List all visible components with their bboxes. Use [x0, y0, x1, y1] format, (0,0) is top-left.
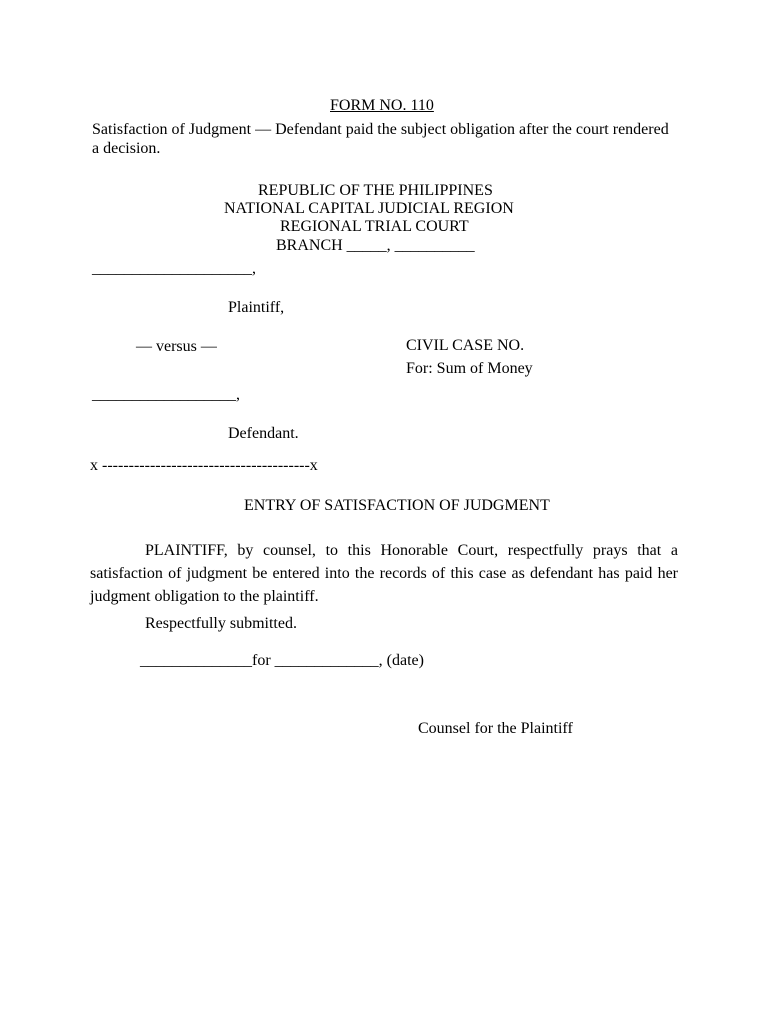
caption-court: REGIONAL TRIAL COURT: [280, 218, 469, 235]
body-paragraph: PLAINTIFF, by counsel, to this Honorable Court, respectfully prays that a satisfaction of judgment be entered into the records of this case as defendant has paid her judgment obligation to the plaintiff.: [90, 542, 678, 605]
plaintiff-name-blank: ____________________,: [92, 260, 256, 277]
plaintiff-label: Plaintiff,: [228, 299, 285, 316]
case-subject: For: Sum of Money: [406, 360, 533, 377]
caption-country: REPUBLIC OF THE PHILIPPINES: [258, 182, 493, 199]
counsel-signature-label: Counsel for the Plaintiff: [418, 720, 573, 737]
civil-case-number: CIVIL CASE NO.: [406, 337, 525, 354]
closing-line: Respectfully submitted.: [145, 615, 297, 632]
form-number: FORM NO. 110: [330, 97, 434, 114]
caption-branch: BRANCH _____, __________: [276, 237, 475, 254]
versus-label: — versus —: [136, 338, 217, 355]
document-title: ENTRY OF SATISFACTION OF JUDGMENT: [244, 497, 550, 514]
caption-region: NATIONAL CAPITAL JUDICIAL REGION: [224, 200, 514, 217]
defendant-name-blank: __________________,: [92, 386, 240, 403]
defendant-label: Defendant.: [228, 425, 299, 442]
caption-divider: x ---------------------------------------x: [90, 457, 318, 474]
form-description: Satisfaction of Judgment — Defendant paid the subject obligation after the court rendered a decision.: [92, 121, 669, 157]
signature-date-line: ______________for _____________, (date): [140, 652, 424, 669]
